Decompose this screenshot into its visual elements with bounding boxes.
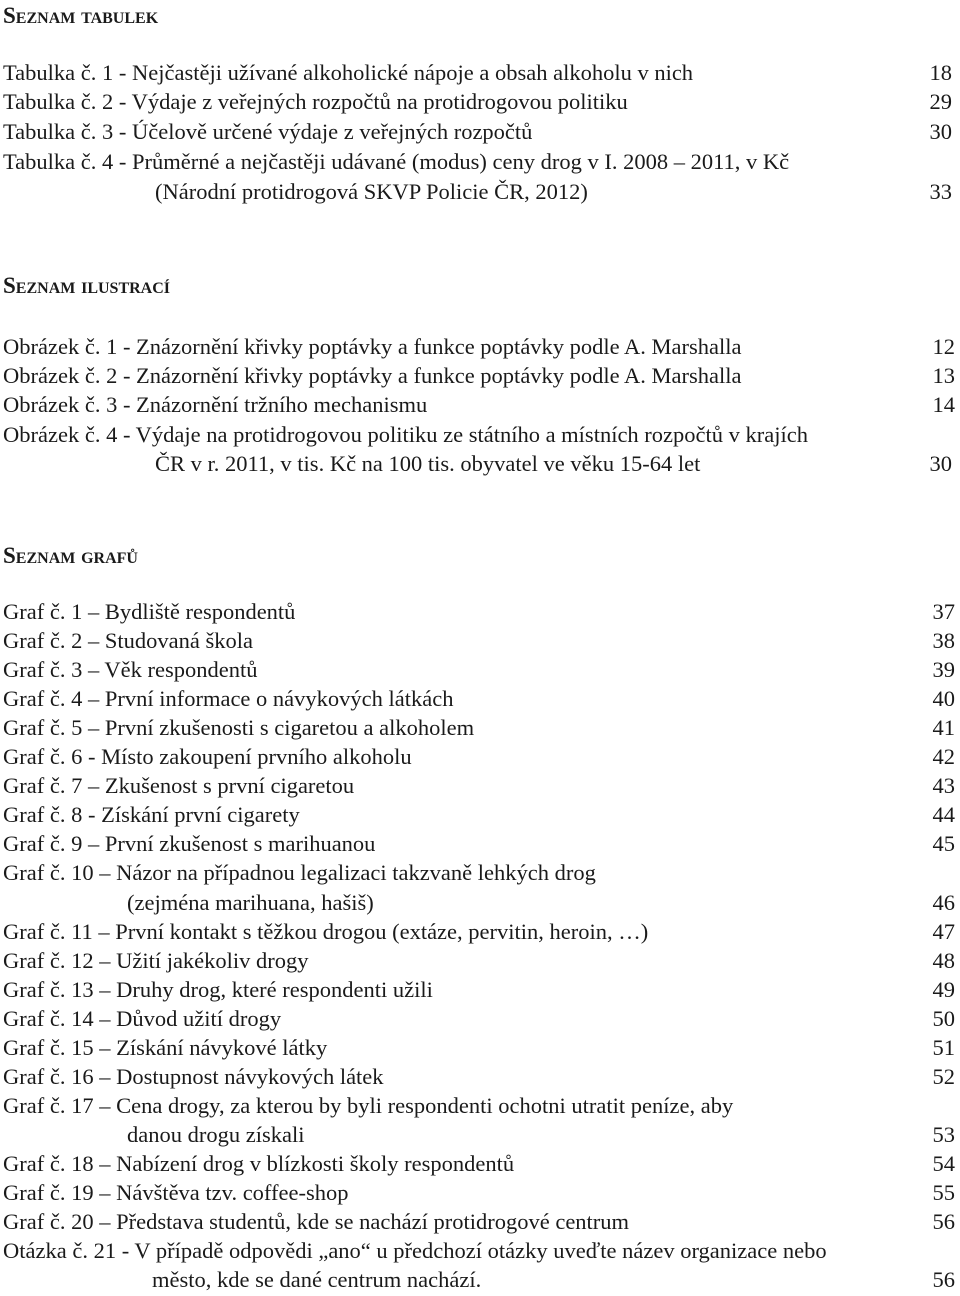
toc-entry-text: Graf č. 1 – Bydliště respondentů xyxy=(3,599,296,624)
toc-entry-text: Graf č. 13 – Druhy drog, které respondenti užili xyxy=(3,976,433,1002)
toc-entry-table-1[interactable] xyxy=(0,58,960,87)
toc-entry-page: 12 xyxy=(932,334,955,359)
toc-entry-page: 33 xyxy=(929,179,952,204)
toc-entry-table-2[interactable] xyxy=(0,87,960,116)
toc-entry-graph[interactable] xyxy=(0,858,960,887)
toc-entry-text: Obrázek č. 3 - Znázornění tržního mechanismu xyxy=(3,392,428,417)
toc-entry-graph[interactable] xyxy=(0,626,960,655)
toc-entry-page: 13 xyxy=(932,363,955,388)
toc-entry-page: 49 xyxy=(932,976,955,1002)
toc-entry-table-3[interactable] xyxy=(0,117,960,146)
section-heading-illustrations: Seznam ilustrací xyxy=(3,273,171,298)
toc-entry-text: Graf č. 10 – Názor na případnou legalizaci takzvaně lehkých drog xyxy=(3,860,596,886)
toc-entry-graph[interactable] xyxy=(0,946,960,975)
toc-entry-text: Graf č. 20 – Představa studentů, kde se nachází protidrogové centrum xyxy=(3,1209,630,1235)
toc-entry-graph[interactable] xyxy=(0,1033,960,1062)
toc-entry-text-continued: ČR v r. 2011, v tis. Kč na 100 tis. obyvatel ve věku 15-64 let xyxy=(155,451,701,476)
toc-entry-page: 54 xyxy=(932,1150,955,1176)
toc-entry-text: Tabulka č. 4 - Průměrné a nejčastěji udávané (modus) ceny drog v I. 2008 – 2011, v Kč xyxy=(3,149,790,174)
toc-entry-page: 29 xyxy=(929,89,952,114)
toc-entry-graph[interactable] xyxy=(0,1207,960,1236)
toc-entry-figure-4[interactable] xyxy=(0,420,960,449)
toc-entry-figure-3[interactable] xyxy=(0,390,960,419)
toc-entry-page: 56 xyxy=(932,1209,955,1235)
toc-entry-text: Graf č. 18 – Nabízení drog v blízkosti školy respondentů xyxy=(3,1150,515,1176)
toc-entry-table-4-cont[interactable] xyxy=(0,177,960,206)
toc-entry-text: Obrázek č. 2 - Znázornění křivky poptávky a funkce poptávky podle A. Marshalla xyxy=(3,363,742,388)
toc-entry-graph[interactable] xyxy=(0,800,960,829)
toc-entry-text: Graf č. 7 – Zkušenost s první cigaretou xyxy=(3,773,355,799)
toc-entry-text: Tabulka č. 1 - Nejčastěji užívané alkoholické nápoje a obsah alkoholu v nich xyxy=(3,60,694,85)
toc-entry-text: Graf č. 14 – Důvod užití drogy xyxy=(3,1005,282,1031)
toc-entry-page: 30 xyxy=(929,119,952,144)
toc-entry-graph[interactable] xyxy=(0,742,960,771)
toc-entry-text: Graf č. 17 – Cena drogy, za kterou by byli respondenti ochotni utratit peníze, aby xyxy=(3,1092,734,1118)
toc-entry-page: 30 xyxy=(929,451,952,476)
toc-entry-text: Graf č. 8 - Získání první cigarety xyxy=(3,802,300,828)
toc-entry-text: Tabulka č. 2 - Výdaje z veřejných rozpočtů na protidrogovou politiku xyxy=(3,89,628,114)
toc-entry-graph[interactable] xyxy=(0,1062,960,1091)
toc-entry-page: 46 xyxy=(932,889,955,915)
toc-entry-graph[interactable] xyxy=(0,1178,960,1207)
toc-entry-graph-cont[interactable] xyxy=(0,888,960,917)
toc-entry-graph[interactable] xyxy=(0,597,960,626)
toc-entry-page: 50 xyxy=(932,1005,955,1031)
toc-entry-page: 55 xyxy=(932,1180,955,1205)
toc-entry-text: Graf č. 15 – Získání návykové látky xyxy=(3,1034,328,1060)
toc-entry-page: 47 xyxy=(932,918,955,944)
toc-entry-text: Graf č. 19 – Návštěva tzv. coffee-shop xyxy=(3,1180,349,1205)
toc-entry-figure-1[interactable] xyxy=(0,332,960,361)
toc-entry-figure-2[interactable] xyxy=(0,361,960,390)
toc-entry-text-continued: (Národní protidrogová SKVP Policie ČR, 2012) xyxy=(155,179,588,204)
toc-entry-page: 52 xyxy=(932,1063,955,1089)
toc-entry-graph[interactable] xyxy=(0,771,960,800)
toc-entry-page: 37 xyxy=(932,599,955,624)
toc-entry-page: 38 xyxy=(932,628,955,654)
toc-entry-text: Otázka č. 21 - V případě odpovědi „ano“ u předchozí otázky uveďte název organizace nebo xyxy=(3,1238,827,1264)
toc-entry-text: Graf č. 2 – Studovaná škola xyxy=(3,628,253,654)
toc-entry-page: 14 xyxy=(932,392,955,417)
toc-entry-graph[interactable] xyxy=(0,655,960,684)
toc-entry-page: 39 xyxy=(932,657,955,683)
toc-entry-text-continued: danou drogu získali xyxy=(127,1121,305,1147)
toc-entry-graph[interactable] xyxy=(0,975,960,1004)
toc-entry-text-continued: (zejména marihuana, hašiš) xyxy=(127,889,374,915)
toc-entry-graph-cont[interactable] xyxy=(0,1120,960,1149)
toc-entry-page: 40 xyxy=(932,686,955,712)
toc-entry-text: Graf č. 4 – První informace o návykových látkách xyxy=(3,686,454,712)
toc-entry-graph[interactable] xyxy=(0,713,960,742)
toc-entry-page: 53 xyxy=(932,1121,955,1147)
toc-entry-page: 43 xyxy=(932,773,955,799)
toc-entry-page: 45 xyxy=(932,831,955,857)
toc-entry-page: 51 xyxy=(932,1034,955,1060)
toc-entry-text: Graf č. 9 – První zkušenost s marihuanou xyxy=(3,831,376,857)
toc-entry-page: 56 xyxy=(932,1267,955,1293)
toc-entry-text: Graf č. 11 – První kontakt s těžkou drogou (extáze, pervitin, heroin, …) xyxy=(3,918,649,944)
toc-entry-text: Graf č. 6 - Místo zakoupení prvního alkoholu xyxy=(3,744,412,770)
toc-entry-text: Graf č. 3 – Věk respondentů xyxy=(3,657,258,683)
toc-entry-text: Graf č. 5 – První zkušenosti s cigaretou a alkoholem xyxy=(3,715,475,741)
section-heading-graphs: Seznam grafů xyxy=(3,543,138,568)
toc-entry-graph[interactable] xyxy=(0,829,960,858)
toc-entry-graph[interactable] xyxy=(0,684,960,713)
toc-entry-text: Graf č. 12 – Užití jakékoliv drogy xyxy=(3,947,309,973)
toc-entry-page: 41 xyxy=(932,715,955,741)
toc-entry-graph-cont[interactable] xyxy=(0,1265,960,1294)
toc-entry-text: Obrázek č. 4 - Výdaje na protidrogovou politiku ze státního a místních rozpočtů v krajích xyxy=(3,422,808,447)
toc-entry-graph[interactable] xyxy=(0,1091,960,1120)
toc-entry-graph[interactable] xyxy=(0,1236,960,1265)
toc-entry-graph[interactable] xyxy=(0,1004,960,1033)
toc-entry-page: 48 xyxy=(932,947,955,973)
toc-entry-page: 18 xyxy=(929,60,952,85)
toc-entry-table-4[interactable] xyxy=(0,147,960,176)
toc-entry-text-continued: město, kde se dané centrum nachází. xyxy=(152,1267,482,1293)
toc-entry-text: Obrázek č. 1 - Znázornění křivky poptávky a funkce poptávky podle A. Marshalla xyxy=(3,334,742,359)
toc-entry-graph[interactable] xyxy=(0,917,960,946)
toc-entry-figure-4-cont[interactable] xyxy=(0,449,960,478)
section-heading-tables: Seznam tabulek xyxy=(3,3,159,28)
toc-entry-graph[interactable] xyxy=(0,1149,960,1178)
toc-entry-text: Graf č. 16 – Dostupnost návykových látek xyxy=(3,1063,384,1089)
toc-entry-page: 42 xyxy=(932,744,955,770)
toc-entry-page: 44 xyxy=(932,802,955,828)
toc-entry-text: Tabulka č. 3 - Účelově určené výdaje z veřejných rozpočtů xyxy=(3,119,533,144)
